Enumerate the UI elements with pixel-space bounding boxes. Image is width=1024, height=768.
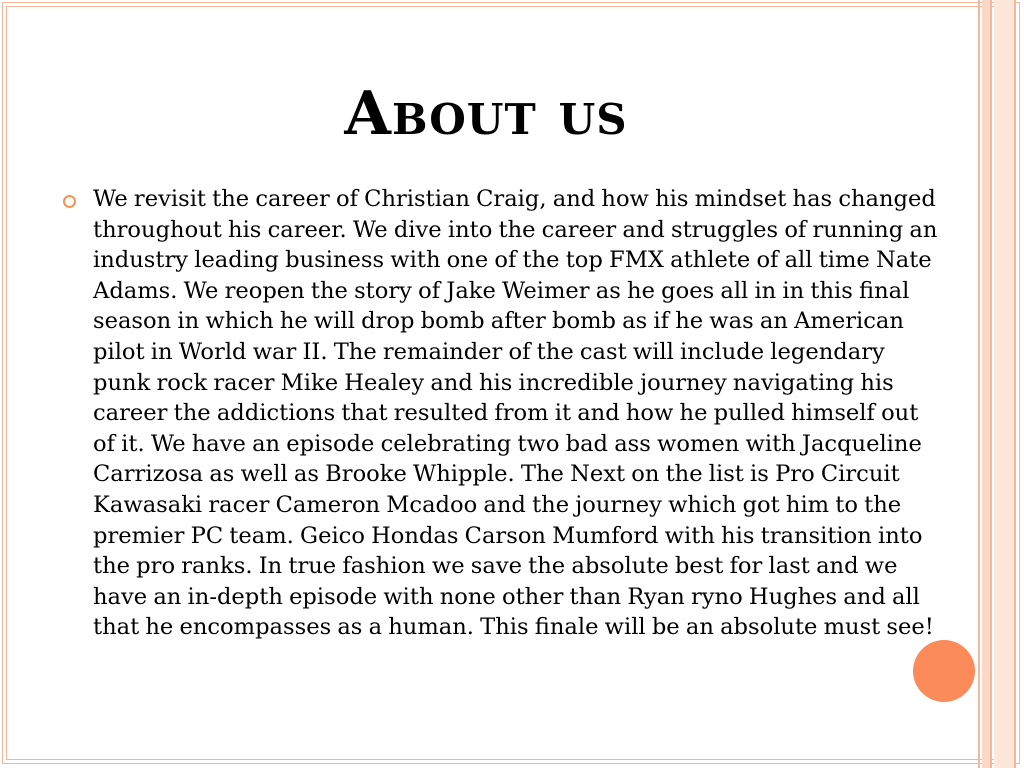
bullet-text: We revisit the career of Christian Craig, and how his mindset has changed throughout his career. We dive into the career and struggles of running an industry leading business with one of the top FMX athlete of all time Nate Adams. We reopen the story of Jake Weimer as he goes all in in this final season in which he will drop bomb after bomb as if he was an American pilot in World war II. The remainder of the cast will include legendary punk rock racer Mike Healey and his incredible journey navigating his career the addictions that resulted from it and how he pulled himself out of it. We have an episode celebrating two bad ass women with Jacqueline Carrizosa as well as Brooke Whipple. The Next on the list is Pro Circuit Kawasaki racer Cameron Mcadoo and the journey which got him to the premier PC team. Geico Hondas Carson Mumford with his transition into the pro ranks. In true fashion we save the absolute best for last and we have an in-depth episode with none other than Ryan ryno Hughes and all that he encompasses as a human. This finale will be an absolute must see! (93, 186, 938, 641)
decorative-stripe (1014, 0, 1016, 768)
bullet-item (60, 184, 940, 643)
decorative-stripe (994, 0, 1014, 768)
decorative-stripe (978, 0, 980, 768)
orange-circle-decoration-icon (913, 640, 975, 702)
slide-title: About us (344, 79, 628, 149)
decorative-stripe (990, 0, 992, 768)
decorative-stripe (982, 0, 990, 768)
hollow-circle-bullet-icon (63, 195, 76, 208)
bullet-list (60, 184, 940, 643)
